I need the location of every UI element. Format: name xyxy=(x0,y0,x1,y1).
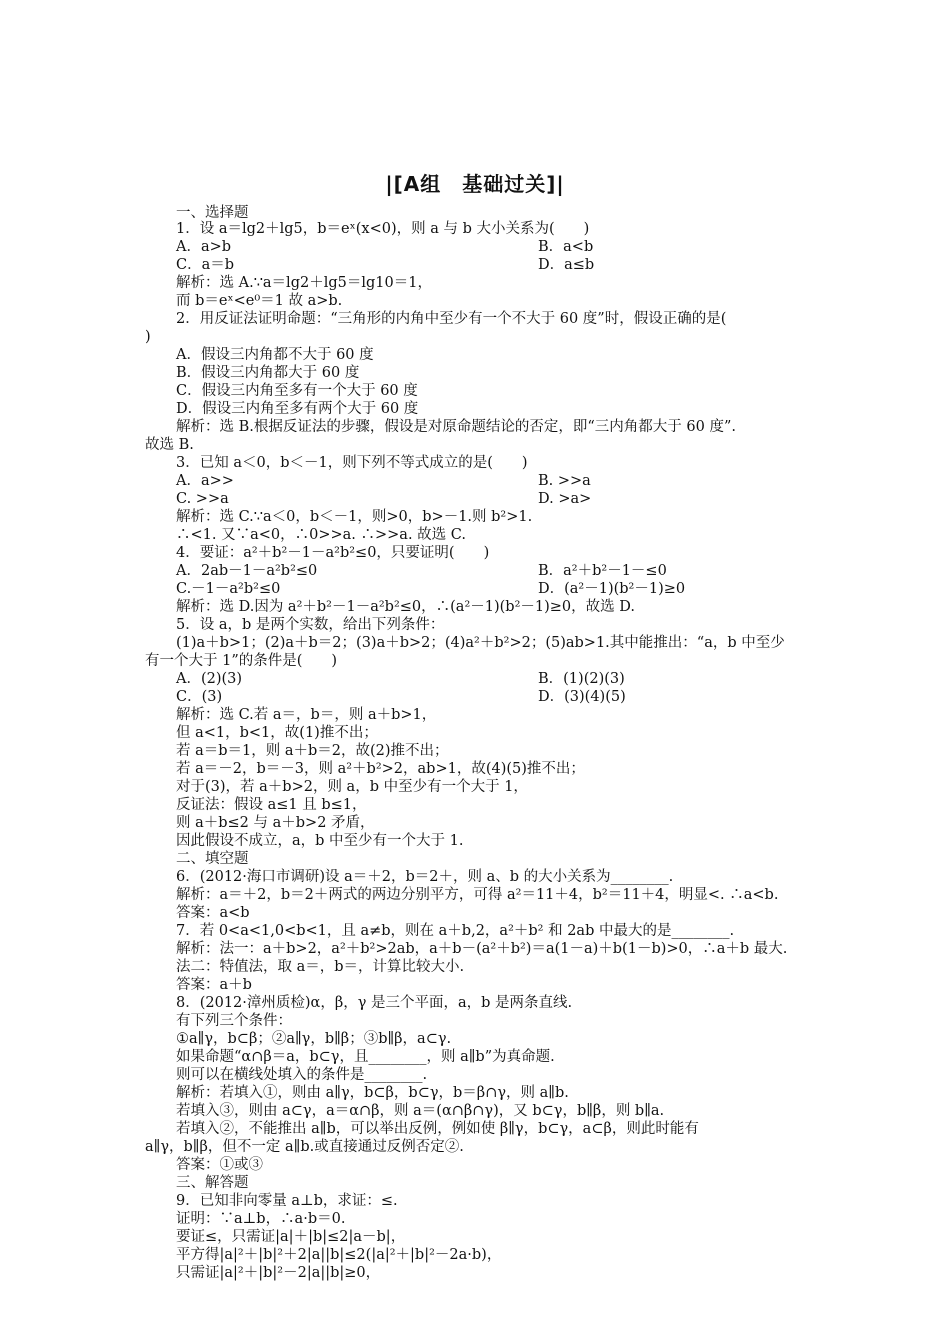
text-line: 解析：选 C.若 a＝，b＝，则 a＋b>1， xyxy=(176,707,437,723)
text-line: 9．已知非向零量 a⊥b，求证：≤. xyxy=(176,1193,398,1209)
text-line: 三、解答题 xyxy=(176,1175,249,1191)
text-line: C．假设三内角至多有一个大于 60 度 xyxy=(176,383,418,399)
text-line: 平方得|a|²＋|b|²＋2|a||b|≤2(|a|²＋|b|²－2a·b)， xyxy=(176,1247,502,1263)
text-line: 解析：选 A.∵a＝lg2＋lg5＝lg10＝1， xyxy=(176,275,432,291)
text-line: B．a²＋b²－1－≤0 xyxy=(538,563,667,579)
text-line: 解析：选 C.∵a＜0，b＜－1，则>0，b>－1.则 b²>1. xyxy=(176,509,533,525)
text-line: C.－1－a²b²≤0 xyxy=(176,581,281,597)
text-line: 有一个大于 1”的条件是( ) xyxy=(145,653,338,669)
text-line: A．a>b xyxy=(176,239,232,255)
text-line: 若填入③，则由 a⊂γ，a＝α∩β，则 a＝(α∩β∩γ)，又 b⊂γ，b∥β，则 b∥a. xyxy=(176,1103,665,1119)
text-line: 5．设 a，b 是两个实数，给出下列条件： xyxy=(176,617,445,633)
text-line: 解析：若填入①，则由 a∥γ，b⊂β，b⊂γ，b＝β∩γ，则 a∥b. xyxy=(176,1085,569,1101)
text-line: D．假设三内角至多有两个大于 60 度 xyxy=(176,401,419,417)
text-line: C. >>a xyxy=(176,491,229,507)
section-heading: |[A组 基础过关]| xyxy=(385,172,565,196)
text-line: (1)a＋b>1；(2)a＋b＝2；(3)a＋b>2；(4)a²＋b²>2；(5)ab>1.其中能推出：“a，b 中至少 xyxy=(176,635,785,651)
text-line: 2．用反证法证明命题：“三角形的内角中至少有一个不大于 60 度”时，假设正确的是( xyxy=(176,311,727,327)
text-line: D．(3)(4)(5) xyxy=(538,689,626,705)
text-line: 因此假设不成立，a，b 中至少有一个大于 1. xyxy=(176,833,464,849)
text-line: ) xyxy=(145,329,151,345)
text-line: 若 a＝b＝1，则 a＋b＝2，故(2)推不出； xyxy=(176,743,449,759)
text-line: B．(1)(2)(3) xyxy=(538,671,625,687)
text-line: 答案：①或③ xyxy=(176,1157,263,1173)
text-line: 只需证|a|²＋|b|²－2|a||b|≥0， xyxy=(176,1265,381,1281)
text-line: 答案：a＋b xyxy=(176,977,252,993)
text-line: D．(a²－1)(b²－1)≥0 xyxy=(538,581,686,597)
text-line: 对于(3)，若 a＋b>2，则 a，b 中至少有一个大于 1， xyxy=(176,779,528,795)
text-line: 解析：选 B.根据反证法的步骤，假设是对原命题结论的否定，即“三内角都大于 60 度”. xyxy=(176,419,736,435)
text-line: B. >>a xyxy=(538,473,591,489)
text-line: a∥γ，b∥β，但不一定 a∥b.或直接通过反例否定②. xyxy=(145,1139,464,1155)
text-line: 如果命题“α∩β＝a，b⊂γ，且________，则 a∥b”为真命题. xyxy=(176,1049,555,1065)
text-line: 解析：法一：a＋b>2，a²＋b²>2ab，a＋b－(a²＋b²)＝a(1－a)＋b(1－b)>0，∴a＋b 最大. xyxy=(176,941,788,957)
text-line: 要证≤，只需证|a|＋|b|≤2|a－b|， xyxy=(176,1229,406,1245)
text-line: 一、选择题 xyxy=(176,205,249,221)
text-line: 故选 B. xyxy=(145,437,194,453)
text-line: ①a∥γ，b⊂β；②a∥γ，b∥β；③b∥β，a⊂γ. xyxy=(176,1031,452,1047)
text-line: B．a<b xyxy=(538,239,594,255)
text-line: 证明：∵a⊥b，∴a·b＝0. xyxy=(176,1211,346,1227)
text-line: B．假设三内角都大于 60 度 xyxy=(176,365,360,381)
text-line: 若 a＝－2，b＝－3，则 a²＋b²>2，ab>1，故(4)(5)推不出； xyxy=(176,761,585,777)
text-line: A．假设三内角都不大于 60 度 xyxy=(176,347,374,363)
text-line: 法二：特值法，取 a＝，b＝，计算比较大小. xyxy=(176,959,465,975)
text-line: C．(3) xyxy=(176,689,223,705)
text-line: 8．(2012·漳州质检)α，β，γ 是三个平面，a，b 是两条直线. xyxy=(176,995,573,1011)
text-line: 则 a＋b≤2 与 a＋b>2 矛盾， xyxy=(176,815,375,831)
text-line: D．a≤b xyxy=(538,257,595,273)
text-line: 而 b＝eˣ<e⁰＝1 故 a>b. xyxy=(176,293,343,309)
text-line: 解析：选 D.因为 a²＋b²－1－a²b²≤0，∴(a²－1)(b²－1)≥0，故选 D. xyxy=(176,599,635,615)
text-line: A．(2)(3) xyxy=(176,671,243,687)
text-line: 但 a<1，b<1，故(1)推不出； xyxy=(176,725,378,741)
text-line: 答案：a<b xyxy=(176,905,250,921)
text-line: 解析：a＝＋2，b＝2＋两式的两边分别平方，可得 a²＝11＋4，b²＝11＋4，明显<. ∴a<b. xyxy=(176,887,779,903)
text-line: ∴<1. 又∵a<0，∴0>>a. ∴>>a. 故选 C. xyxy=(176,527,466,543)
text-line: A．2ab－1－a²b²≤0 xyxy=(176,563,318,579)
text-line: C．a＝b xyxy=(176,257,235,273)
text-line: 二、填空题 xyxy=(176,851,249,867)
text-line: 有下列三个条件： xyxy=(176,1013,292,1029)
text-line: 6．(2012·海口市调研)设 a＝＋2，b＝2＋，则 a、b 的大小关系为________. xyxy=(176,869,674,885)
text-line: 4．要证：a²＋b²－1－a²b²≤0，只要证明( ) xyxy=(176,545,490,561)
text-line: 1．设 a＝lg2＋lg5，b＝eˣ(x<0)，则 a 与 b 大小关系为( ) xyxy=(176,221,590,237)
text-line: 则可以在横线处填入的条件是________. xyxy=(176,1067,428,1083)
text-line: A．a>> xyxy=(176,473,234,489)
text-line: 反证法：假设 a≤1 且 b≤1， xyxy=(176,797,367,813)
text-line: D. >a> xyxy=(538,491,592,507)
text-line: 3．已知 a＜0，b＜－1，则下列不等式成立的是( ) xyxy=(176,455,528,471)
text-line: 7．若 0<a<1,0<b<1，且 a≠b，则在 a＋b,2，a²＋b² 和 2ab 中最大的是________. xyxy=(176,923,735,939)
text-line: 若填入②，不能推出 a∥b，可以举出反例，例如使 β∥γ，b⊂γ，a⊂β，则此时能有 xyxy=(176,1121,699,1137)
